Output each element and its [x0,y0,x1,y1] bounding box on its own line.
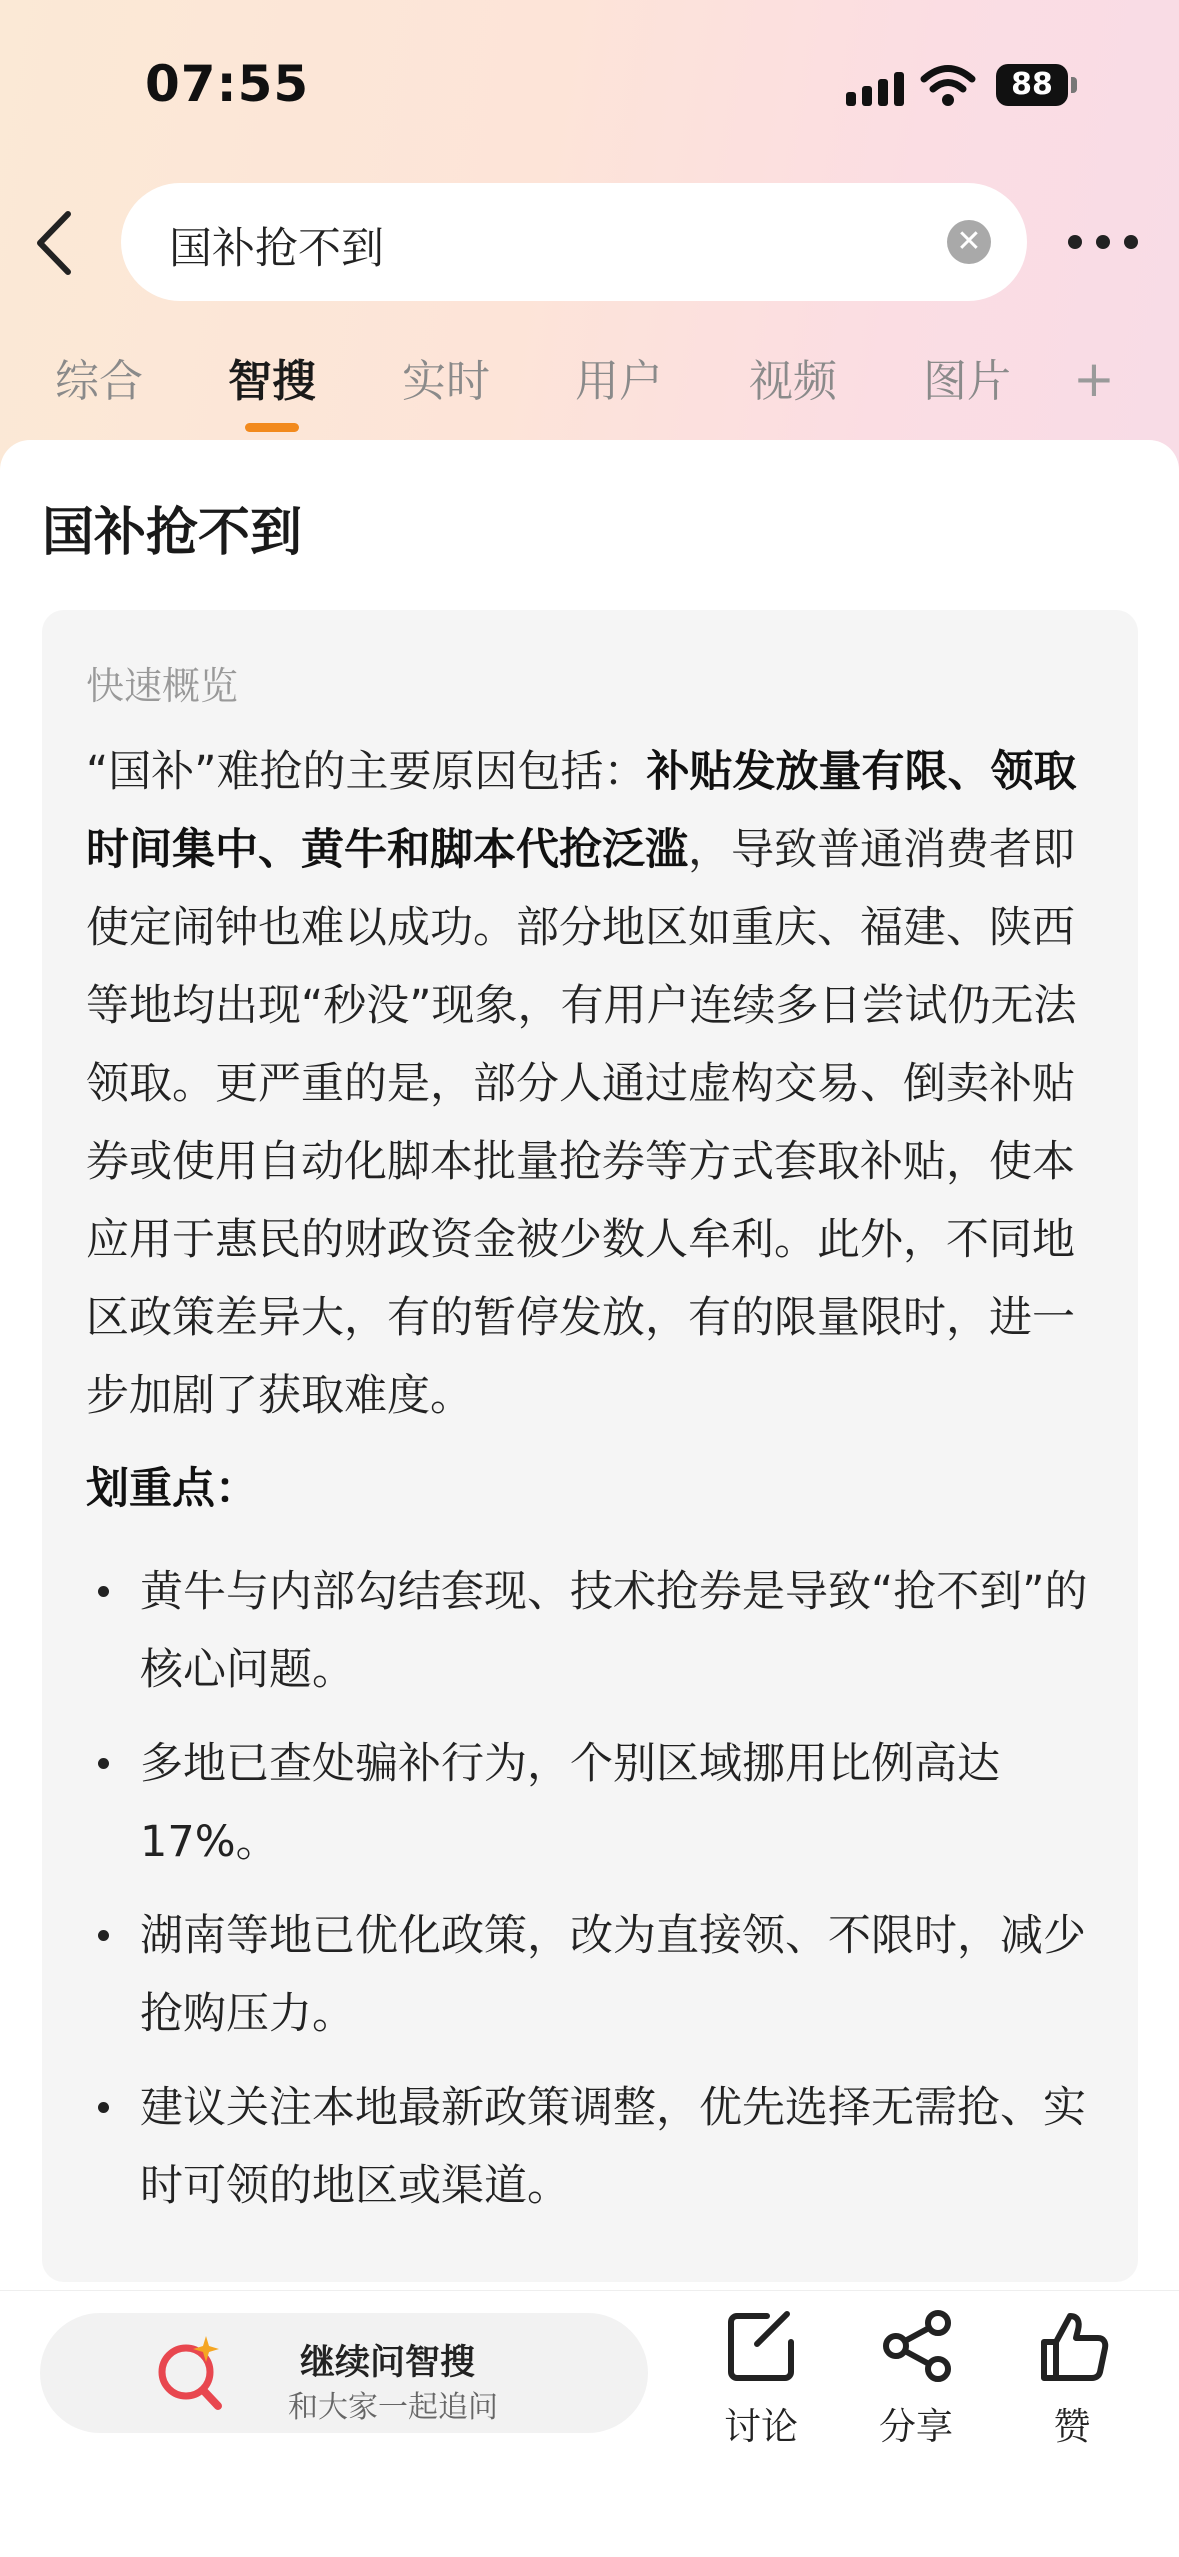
back-arrow-icon[interactable] [28,208,84,278]
summary-intro: “国补”难抢的主要原因包括： [86,747,647,797]
discuss-label: 讨论 [724,2405,798,2448]
search-tabs [0,345,1179,435]
summary-body: ，导致普通消费者即使定闹钟也难以成功。部分地区如重庆、福建、陕西等地均出现“秒没”现象，有用户连续多日尝试仍无法领取。更严重的是，部分人通过虚构交易、倒卖补贴券或使用自动化脚本批量抢券等方式套取补贴，使本应用于惠民的财政资金被少数人牟利。此外，不同地区政策差异大，有的暂停发放，有的限量限时，进一步加剧了获取难度。 [86,825,1077,1421]
key-point-item: 黄牛与内部勾结套现、技术抢券是导致“抢不到”的核心问题。 [86,1553,1096,1709]
key-point-item: 建议关注本地最新政策调整，优先选择无需抢、实时可领的地区或渠道。 [86,2069,1096,2225]
active-tab-indicator [245,423,299,432]
search-input[interactable] [121,183,1027,301]
summary-paragraph [86,733,1096,1435]
cellular-signal-icon [846,70,904,106]
share-label: 分享 [879,2405,953,2448]
key-points-heading: 划重点： [86,1464,258,1514]
continue-ask-subtitle: 和大家一起追问 [288,2390,498,2425]
key-points-list [86,1553,1096,2241]
tab-realtime[interactable]: 实时 [402,356,490,407]
like-label: 赞 [1053,2405,1091,2448]
tab-smart-search[interactable]: 智搜 [228,356,316,407]
battery-tip [1071,77,1077,93]
discuss-button[interactable] [696,2310,826,2450]
edit-icon [727,2310,795,2382]
ai-search-icon [150,2330,230,2416]
search-query: 国补抢不到 [169,224,384,274]
share-button[interactable] [851,2310,981,2450]
summary-highlight: 补贴发放量有限、领取时间集中、黄牛和脚本代抢泛滥 [86,747,1077,875]
key-point-item: 多地已查处骗补行为，个别区域挪用比例高达17%。 [86,1725,1096,1881]
tab-videos[interactable]: 视频 [749,356,837,407]
more-options-icon[interactable] [1068,232,1138,252]
status-time: 07:55 [145,55,310,113]
add-tab-icon[interactable]: + [1073,350,1115,408]
battery-indicator: 88 [996,64,1068,106]
like-button[interactable] [1007,2310,1137,2450]
wifi-icon [920,64,976,108]
share-icon [882,2310,954,2382]
tab-comprehensive[interactable]: 综合 [55,356,143,407]
thumbs-up-icon [1038,2310,1110,2382]
overview-label: 快速概览 [86,664,239,708]
clear-search-icon[interactable]: ✕ [947,220,991,264]
tab-images[interactable]: 图片 [923,356,1011,407]
continue-ask-label: 继续问智搜 [300,2343,476,2383]
tab-users[interactable]: 用户 [575,356,663,407]
key-point-item: 湖南等地已优化政策，改为直接领、不限时，减少抢购压力。 [86,1897,1096,2053]
page-title: 国补抢不到 [42,503,303,563]
